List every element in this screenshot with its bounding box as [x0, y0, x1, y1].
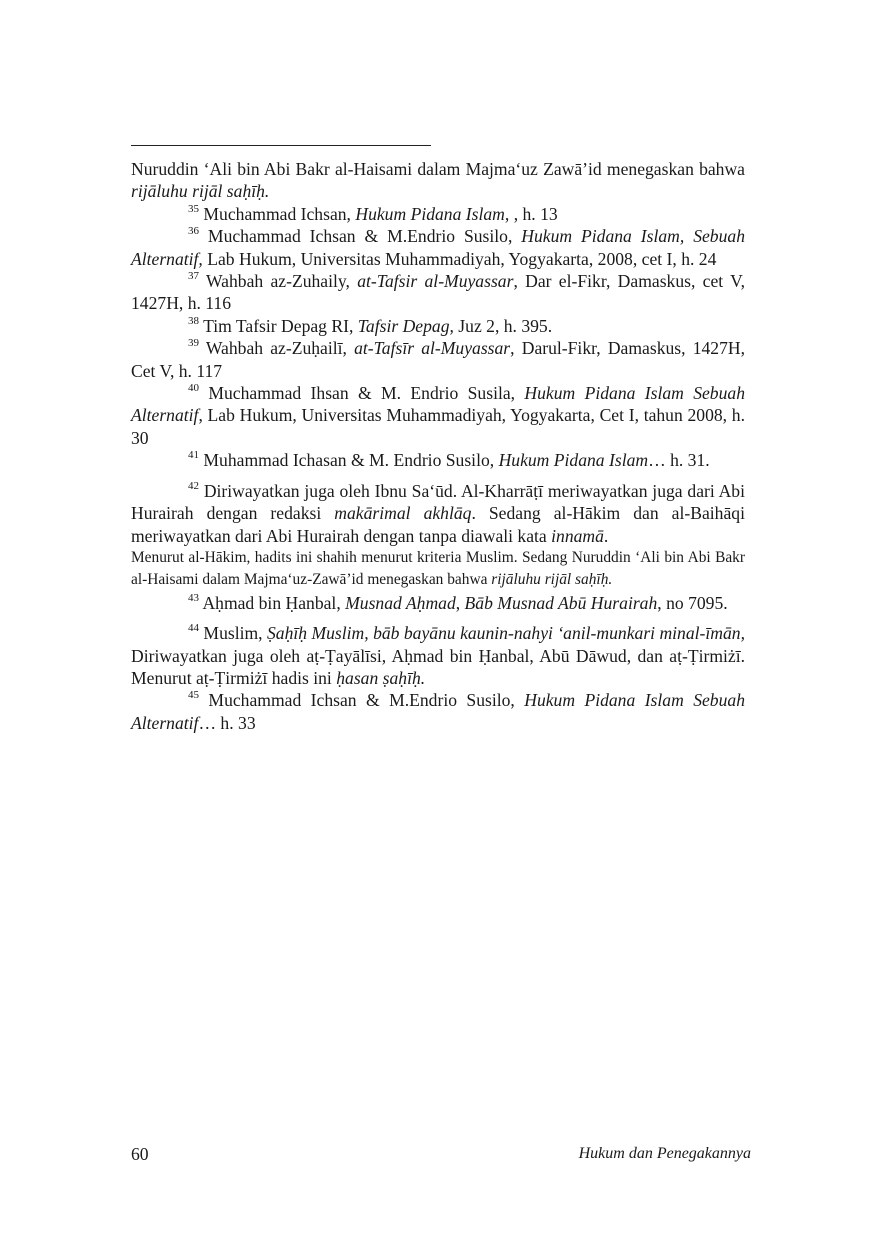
running-title: Hukum dan Penegakannya — [578, 1145, 751, 1162]
footnote-45: $^{45}$ Muchammad Ichsan & M.Endrio Susilo, Hukum Pidana Islam Sebuah Alternatif… h. 33 — [131, 689, 745, 733]
footnote-42: $^{42}$ Diriwayatkan juga oleh Ibnu Sa‘ūd. Al-Kharrāṭī meriwayatkan juga dari Abi Hurairah dengan redaksi makārimal akhlāq. Sedang al-Hākim dan al-Baihāqi meriwayatkan dari Abi Hurairah dengan tanpa diawali kata innamā. — [131, 479, 745, 546]
footnote-41: $^{41}$ Muhammad Ichasan & M. Endrio Susilo, Hukum Pidana Islam… h. 31. — [188, 449, 710, 471]
footnote-37: $^{37}$ Wahbah az-Zuhaily, at-Tafsir al-Muyassar, Dar el-Fikr, Damaskus, cet V, 1427H, h. 116 — [131, 270, 745, 314]
footnote-separator — [131, 145, 431, 146]
page-number: 60 — [131, 1144, 149, 1164]
footnote-continuation: Nuruddin ‘Ali bin Abi Bakr al-Haisami dalam Majma‘uz Zawā’id menegaskan bahwa rijāluhu rijāl saḥīḥ. — [131, 159, 745, 202]
footnote-40: $^{40}$ Muchammad Ihsan & M. Endrio Susila, Hukum Pidana Islam Sebuah Alternatif, Lab Hukum, Universitas Muhammadiyah, Yogyakarta, Cet I, tahun 2008, h. 30 — [131, 382, 745, 448]
footnote-44: $^{44}$ Muslim, Ṣaḥīḥ Muslim, bāb bayānu kaunin-nahyi ‘anil-munkari minal-īmān, Diriwayatkan juga oleh aṭ-Ṭayālīsi, Aḥmad bin Ḥanbal, Abū Dāwud, dan aṭ-Ṭirmiżī. Menurut aṭ-Ṭirmiżī hadis ini ḥasan ṣaḥīḥ. — [131, 622, 745, 688]
footnote-42-continuation: Menurut al-Hākim, hadits ini shahih menurut kriteria Muslim. Sedang Nuruddin ‘Ali bin Abi Bakr al-Haisami dalam Majma‘uz-Zawā’id menegaskan bahwa rijāluhu rijāl saḥīḥ. — [131, 548, 745, 589]
footnote-43: $^{43}$ Aḥmad bin Ḥanbal, Musnad Aḥmad, Bāb Musnad Abū Hurairah, no 7095. — [188, 591, 728, 613]
footnote-35: $^{35}$ Muchammad Ichsan, Hukum Pidana Islam, , h. 13 — [188, 202, 558, 224]
footnotes — [131, 158, 745, 734]
footnote-38: $^{38}$ Tim Tafsir Depag RI, Tafsir Depag, Juz 2, h. 395. — [188, 314, 553, 336]
footnote-36: $^{36}$ Muchammad Ichsan & M.Endrio Susilo, Hukum Pidana Islam, Sebuah Alternatif, Lab Hukum, Universitas Muhammadiyah, Yogyakarta, 2008, cet I, h. 24 — [131, 225, 745, 269]
footnote-39: $^{39}$ Wahbah az-Zuḥailī, at-Tafsīr al-Muyassar, Darul-Fikr, Damaskus, 1427H, Cet V, h. 117 — [131, 337, 745, 381]
